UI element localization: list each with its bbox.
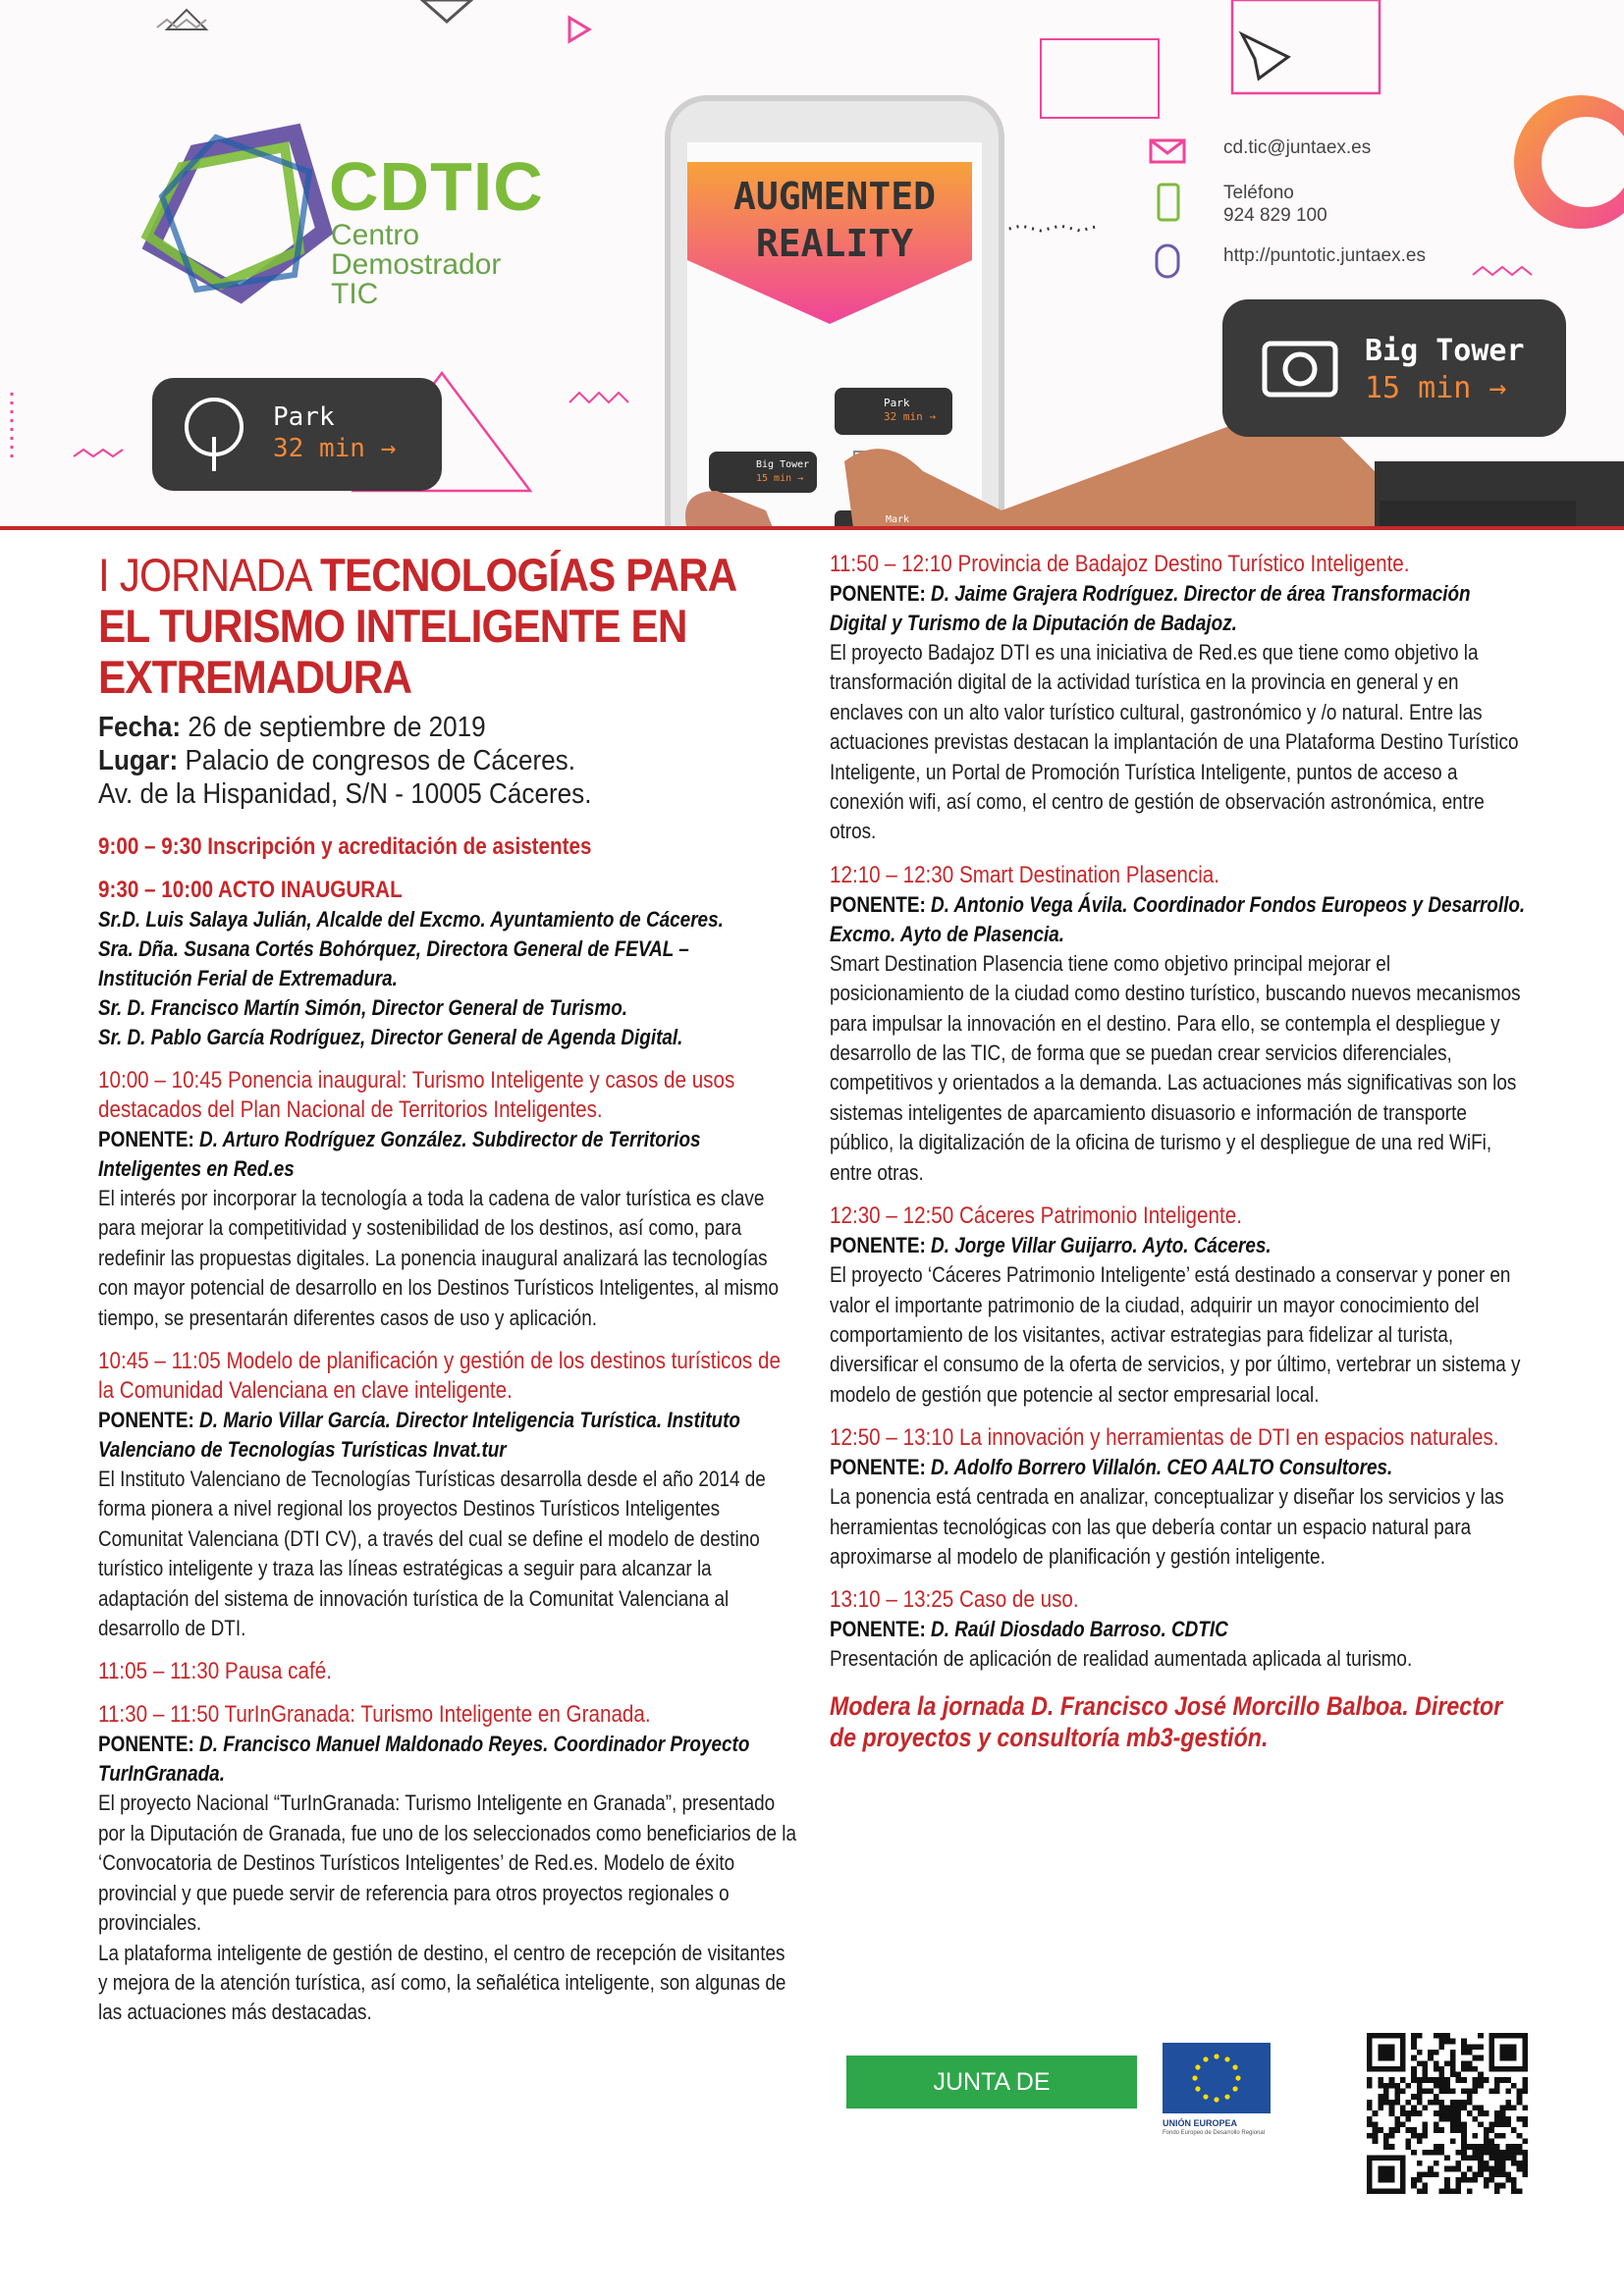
title-prefix: I JORNADA	[98, 549, 321, 601]
speaker-name: D. Jorge Villar Guijarro. Ayto. Cáceres.	[925, 1233, 1272, 1258]
header-banner	[0, 0, 1624, 530]
ar-line-1: AUGMENTED	[733, 175, 936, 218]
fecha-label: Fecha:	[98, 712, 182, 743]
speaker-label: PONENTE:	[830, 1233, 926, 1258]
speaker-name: D. Jaime Grajera Rodríguez. Director de área Transformación Digital y Turismo de la Diputación de Badajoz.	[830, 581, 1471, 635]
session-1-speaker	[98, 1125, 797, 1184]
session-2-time: 10:45 – 11:05 Modelo de planificación y gestión de los destinos turísticos de la Comunidad Valenciana en clave inteligente.	[98, 1348, 781, 1405]
logo-line-3: TIC	[331, 278, 379, 310]
session-r4-speaker	[830, 1453, 1529, 1482]
registration-block	[98, 832, 797, 862]
break-block	[98, 1657, 797, 1686]
fecha-value: 26 de septiembre de 2019	[181, 712, 486, 743]
event-date	[98, 711, 796, 744]
session-r2-time: 12:10 – 12:30 Smart Destination Plasencia.	[830, 861, 1219, 888]
session-r3-speaker	[830, 1231, 1529, 1260]
event-address: Av. de la Hispanidad, S/N - 10005 Cáceres.	[98, 778, 592, 810]
mini-mark: Mark	[886, 514, 910, 525]
session-r1-time: 11:50 – 12:10 Provincia de Badajoz Destino Turístico Inteligente.	[830, 551, 1410, 577]
mini-tower-name: Big Tower	[756, 459, 810, 470]
title-bold-1: TECNOLOGÍAS PARA	[320, 549, 737, 601]
registration-time: 9:00 – 9:30 Inscripción y acreditación de asistentes	[98, 833, 592, 860]
left-column	[98, 550, 797, 2028]
inaugural-speaker-5: Sr. D. Pablo García Rodríguez, Director General de Agenda Digital.	[98, 1025, 683, 1049]
speaker-label: PONENTE:	[830, 581, 926, 606]
ar-line-2: REALITY	[755, 222, 914, 265]
eu-label: UNIÓN EUROPEA	[1163, 2118, 1238, 2128]
inaugural-speaker-1: Sr.D. Luis Salaya Julián, Alcalde del Excmo. Ayuntamiento de Cáceres.	[98, 907, 724, 932]
session-block-r4	[830, 1423, 1529, 1572]
tower-bubble-name: Big Tower	[1365, 334, 1525, 368]
session-2-body: El Instituto Valenciano de Tecnologías Turísticas desarrolla desde el año 2014 de forma pionera a nivel regional los proyectos Destinos Turísticos Inteligentes Comunitat Valenciana (DTI CV), a través del cual se define el modelo de destino turístico inteligente y traza las líneas estratégicas a seguir para alcanzar la adaptación del sistema de innovación turística de la Comunitat Valenciana al desarrollo de DTI.	[98, 1467, 766, 1641]
session-2-speaker	[98, 1406, 797, 1465]
session-1-time: 10:00 – 10:45 Ponencia inaugural: Turismo Inteligente y casos de usos destacados del Plan Nacional de Territorios Inteligentes.	[98, 1067, 735, 1123]
banner-red-rule	[0, 526, 1624, 530]
event-place	[98, 744, 796, 777]
speaker-name: D. Mario Villar García. Director Inteligencia Turística. Instituto Valenciano de Tecnologías Turísticas Invat.tur	[98, 1408, 740, 1463]
inaugural-time: 9:30 – 10:00 ACTO INAUGURAL	[98, 877, 403, 903]
mini-park-name: Park	[884, 397, 910, 409]
lugar-label: Lugar:	[98, 745, 179, 776]
right-column	[830, 550, 1529, 1753]
session-block-r2	[830, 861, 1529, 1188]
speaker-label: PONENTE:	[830, 1617, 926, 1642]
session-block-r3	[830, 1201, 1529, 1410]
session-block-r5	[830, 1585, 1529, 1674]
session-3-speaker	[98, 1730, 797, 1789]
contact-phone: 924 829 100	[1223, 205, 1327, 226]
session-r4-time: 12:50 – 13:10 La innovación y herramientas de DTI en espacios naturales.	[830, 1424, 1499, 1452]
mini-park-time: 32 min →	[884, 410, 936, 423]
session-3-body-2: La plataforma inteligente de gestión de destino, el centro de recepción de visitantes y mejora de la atención turística, así como, la señalética inteligente, son algunas de las actuaciones más destacadas.	[98, 1940, 786, 2025]
logo-line-1: Centro	[331, 219, 420, 251]
session-3-time: 11:30 – 11:50 TurInGranada: Turismo Inteligente en Granada.	[98, 1701, 651, 1729]
speaker-label: PONENTE:	[98, 1732, 194, 1757]
park-bubble-name: Park	[273, 402, 335, 432]
speaker-name: D. Adolfo Borrero Villalón. CEO AALTO Consultores.	[925, 1455, 1393, 1480]
logo-title: CDTIC	[329, 148, 544, 225]
speaker-label: PONENTE:	[830, 1455, 926, 1480]
speaker-label: PONENTE:	[98, 1127, 194, 1151]
event-title	[98, 550, 796, 703]
session-r5-body: Presentación de aplicación de realidad aumentada aplicada al turismo.	[830, 1646, 1413, 1672]
speaker-name: D. Francisco Manuel Maldonado Reyes. Coordinador Proyecto TurInGranada.	[98, 1732, 750, 1787]
moderator-note: Modera la jornada D. Francisco José Morcillo Balboa. Director de proyectos y consultoría mb3-gestión.	[830, 1690, 1503, 1752]
junta-extremadura-logo: JUNTA DE EXTREMADURA	[846, 2056, 1137, 2109]
session-r4-body: La ponencia está centrada en analizar, conceptualizar y diseñar los servicios y las herramientas tecnológicas con las que debería contar un espacio natural para aproximarse al modelo de planificación y gestión inteligente.	[830, 1484, 1504, 1569]
contact-web[interactable]: http://puntotic.juntaex.es	[1223, 245, 1426, 266]
session-r3-body: El proyecto ‘Cáceres Patrimonio Inteligente’ está destinado a conservar y poner en valor el importante patrimonio de la ciudad, adquirir un mayor conocimiento del comportamiento de los visitantes, activar estrategias para fidelizar al turista, diversificar el consumo de la oferta de servicios, y por último, vertebrar un sistema y modelo de gestión que potencie al sector empresarial local.	[830, 1262, 1521, 1407]
session-r5-time: 13:10 – 13:25 Caso de uso.	[830, 1586, 1079, 1614]
park-bubble-time: 32 min →	[273, 434, 397, 463]
session-block-r1	[830, 550, 1529, 847]
session-r2-body: Smart Destination Plasencia tiene como objetivo principal mejorar el posicionamiento de la ciudad como destino turístico, buscando nuevos mecanismos para impulsar la innovación en el destino. Para ello, se contempla el despliegue y desarrollo de las TIC, de forma que se puedan crear servicios diferenciales, competitivos y orientados a la demanda. Las actuaciones más significativas son los sistemas inteligentes de aparcamiento disuasorio e información de transporte público, la digitalización de la oficina de turismo y el despliegue de una red WiFi, entre otras.	[830, 950, 1521, 1185]
speaker-name: D. Raúl Diosdado Barroso. CDTIC	[925, 1617, 1228, 1642]
inaugural-block	[98, 876, 797, 1052]
eu-flag-icon	[1163, 2043, 1271, 2113]
inaugural-speaker-4: Sr. D. Francisco Martín Simón, Director General de Turismo.	[98, 995, 628, 1020]
session-1-body: El interés por incorporar la tecnología a toda la cadena de valor turística es clave para mejorar la competitividad y sostenibilidad de los destinos, así como, para redefinir las propuestas digitales. La ponencia inaugural analizará las tecnologías con mayor potencial de desarrollo en los Destinos Turísticos Inteligentes, al mismo tiempo, se presentarán diferentes casos de uso y aplicación.	[98, 1186, 780, 1330]
break-time: 11:05 – 11:30 Pausa café.	[98, 1658, 332, 1685]
qr-code-icon[interactable]	[1367, 2033, 1528, 2194]
contact-email[interactable]: cd.tic@juntaex.es	[1223, 137, 1372, 158]
mini-tower-time: 15 min →	[756, 473, 804, 484]
session-r1-speaker	[830, 579, 1529, 638]
speaker-label: PONENTE:	[98, 1408, 194, 1433]
title-line-3: EXTREMADURA	[98, 651, 412, 703]
inaugural-speaker-3: Institución Ferial de Extremadura.	[98, 966, 398, 990]
title-line-2: EL TURISMO INTELIGENTE EN	[98, 600, 687, 652]
session-r5-speaker	[830, 1615, 1529, 1644]
session-r1-body: El proyecto Badajoz DTI es una iniciativa de Red.es que tiene como objetivo la transformación digital de la actividad turística en la provincia en general y en enclaves con un alto valor turístico cultural, gastronómico y /o natural. Entre las actuaciones previstas destacan la implantación de una Plataforma Destino Turístico Inteligente, un Portal de Promoción Turística Inteligente, puntos de acceso a conexión wifi, así como, el centro de gestión de observación astronómica, entre otros.	[830, 640, 1519, 844]
session-block-2	[98, 1347, 797, 1643]
tower-bubble-time: 15 min →	[1365, 371, 1507, 405]
eu-sub-label: Fondo Europeo de Desarrollo Regional	[1163, 2130, 1266, 2136]
speaker-name: D. Arturo Rodríguez González. Subdirector de Territorios Inteligentes en Red.es	[98, 1127, 701, 1181]
session-3-body-1: El proyecto Nacional “TurInGranada: Turismo Inteligente en Granada”, presentado por la Diputación de Granada, fue uno de los seleccionados como beneficiarios de la ‘Convocatoria de Destinos Turísticos Inteligentes’ de Red.es. Modelo de éxito provincial y que puede servir de referencia para otros proyectos regionales o provinciales.	[98, 1790, 797, 1936]
session-block-1	[98, 1066, 797, 1333]
session-r3-time: 12:30 – 12:50 Cáceres Patrimonio Inteligente.	[830, 1202, 1242, 1230]
speaker-name: D. Antonio Vega Ávila. Coordinador Fondos Europeos y Desarrollo. Excmo. Ayto de Plasencia.	[830, 891, 1526, 946]
session-block-3	[98, 1700, 797, 2027]
speaker-label: PONENTE:	[830, 891, 926, 917]
inaugural-speaker-2: Sra. Dña. Susana Cortés Bohórquez, Directora General de FEVAL –	[98, 936, 689, 961]
contact-phone-label: Teléfono	[1223, 183, 1294, 203]
logo-line-2: Demostrador	[331, 248, 502, 281]
session-r2-speaker	[830, 890, 1529, 949]
lugar-value: Palacio de congresos de Cáceres.	[178, 745, 575, 776]
